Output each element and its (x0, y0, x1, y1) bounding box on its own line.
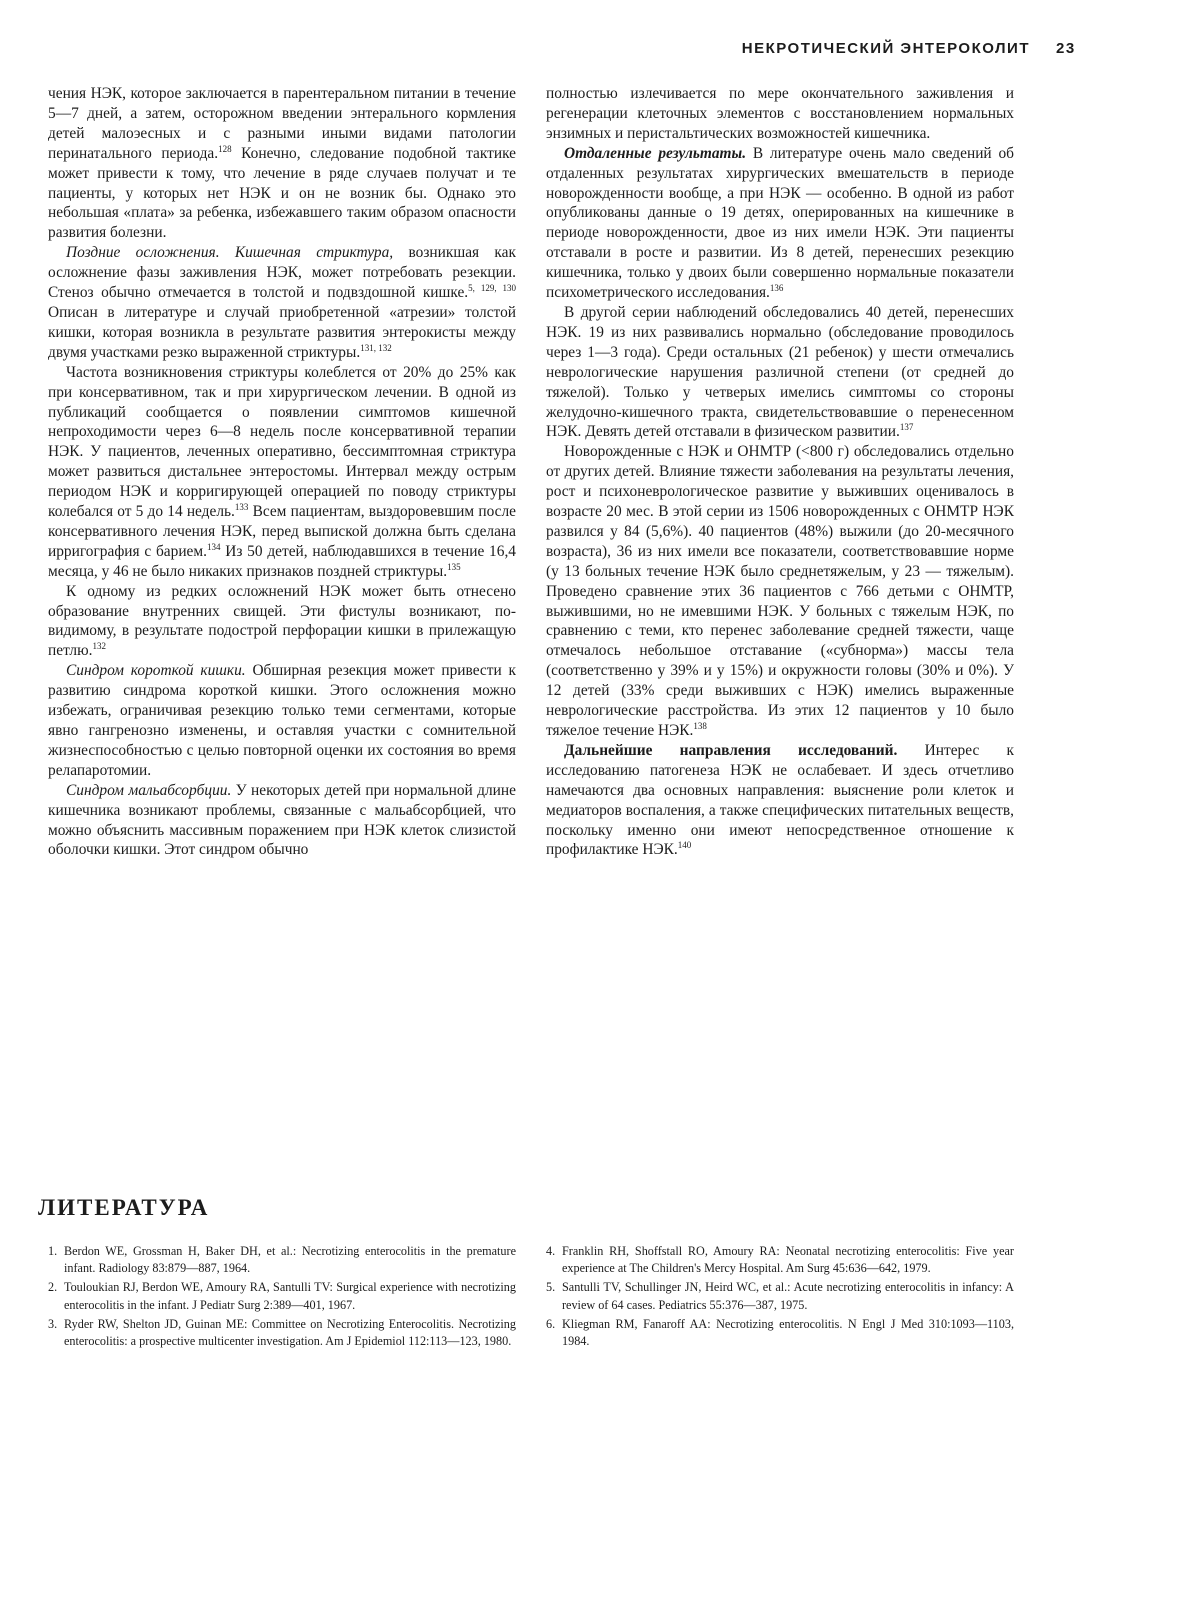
citation: 135 (447, 561, 461, 572)
reference-list-right (546, 1243, 1014, 1352)
left-column (48, 84, 516, 860)
section-lead: Отдаленные результаты. (564, 144, 747, 162)
section-lead: Дальнейшие направления исследований. (564, 741, 898, 759)
citation: 5, 129, 130 (468, 282, 516, 293)
paragraph: В другой серии наблюдений обследовались 40 детей, перенесших НЭК. 19 из них развивались нормально (обследование проводилось через 1—3 года). Среди остальных (21 ребенок) у шести отмечались неврологические нарушения различной степени (от средней до тяжелой). Только у четверых имелись симптомы со стороны желудочно-кишечного тракта, свидетельствовавшие о перенесенном НЭК. Девять детей отставали в физическом развитии.$^{137}$ (546, 303, 1014, 441)
right-column (546, 84, 1014, 860)
paragraph: чения НЭК, которое заключается в парентеральном питании в течение 5—7 дней, а затем, осторожном введении энтерального кормления детей малоэесных и с разными иными видами патологии перинатального периода.$^{128}$ Конечно, следование подобной тактике может привести к тому, что лечение в ряде случаев получат и те пациенты, у которых нет НЭК и он не возник бы. Однако это небольшая «плата» за ребенка, избежавшего таким образом опасности развития болезни. (48, 85, 516, 242)
paragraph: Отдаленные результаты. В литературе очень мало сведений об отдаленных результатах хирургических вмешательств в периоде новорожденности вообще, а при НЭК — особенно. В одной из работ опубликованы данные о 19 детях, оперированных на кишечнике в периоде новорожденности, двое из них имели НЭК. Эти пациенты отставали в росте и развитии. Из 8 детей, перенесших резекцию кишечника, только у двоих были совершенно нормальные показатели психометрического исследования.$^{136}$ (546, 144, 1014, 302)
running-head (741, 40, 1076, 57)
citation: 132 (92, 641, 106, 652)
section-lead: Поздние осложнения. Кишечная стриктура, (66, 244, 394, 262)
paragraph: Дальнейшие направления исследований. Интерес к исследованию патогенеза НЭК не ослабевает. И здесь отчетливо намечаются два основных направления: выяснение роли клеток и медиаторов воспаления, а также специфических питательных веществ, поскольку именно они имеют непосредственное отношение к профилактике НЭК.$^{140}$ (546, 741, 1014, 859)
citation: 136 (769, 282, 784, 293)
paragraph: Поздние осложнения. Кишечная стриктура, возникшая как осложнение фазы заживления НЭК, может потребовать резекции. Стеноз обычно отмечается в толстой и подвздошной кишке.$^{5, 129, 130}$ Описан в литературе и случай приобретенной «атрезии» толстой кишки, которая возникла в результате развития энтерокисты между двумя участками резко выраженной стриктуры.$^{131, 132}$ (48, 244, 516, 361)
citation: 137 (899, 422, 914, 433)
references-heading: ЛИТЕРАТУРА (38, 1195, 210, 1220)
running-title: НЕКРОТИЧЕСКИЙ ЭНТЕРОКОЛИТ (741, 40, 1030, 57)
citation: 138 (693, 720, 707, 731)
citation: 131, 132 (360, 342, 392, 353)
paragraph: Синдром короткой кишки. Обширная резекция может привести к развитию синдрома короткой кишки. Этого осложнения можно избежать, ограничивая резекцию только теми сегментами, которые явно гангренозно изменены, и оставляя участки с сомнительной жизнеспособностью с целью повторной оценки их состояния во время релапаротомии. (48, 662, 516, 779)
section-lead: Синдром мальабсорбции. (66, 781, 232, 799)
reference-item: 1. Berdon WE, Grossman H, Baker DH, et al.: Necrotizing enterocolitis in the premature infant. Radiology 83:879—887, 1964. (48, 1244, 516, 1276)
citation: 140 (677, 840, 692, 851)
paragraph: Новорожденные с НЭК и ОНМТР (<800 г) обследовались отдельно от других детей. Влияние тяжести заболевания на результаты лечения, рост и психоневрологическое развитие у выживших оценивалось в возрасте 20 мес. В этой серии из 1506 новорожденных с ОНМТР НЭК развился у 84 (5,6%). 40 пациентов (48%) выжили (до 20-месячного возраста), 36 из них имели все показатели, соответствовавшие норме (у 13 больных течение НЭК было среднетяжелым, у 23 — тяжелым). Проведено сравнение этих 36 пациентов с 766 детьми с ОНМТР, выжившими, но не имевшими НЭК. У больных с тяжелым НЭК, по сравнению с теми, кто перенес заболевание средней тяжести, чаще отмечалось небольшое отставание («субнорма») массы тела (соответственно у 39% и у 15%) и окружности головы (30% и 0%). У 12 детей (33% среди выживших с НЭК) имелись выраженные неврологические расстройства. Из этих 12 пациентов у 10 было тяжелое течение НЭК.$^{138}$ (546, 443, 1014, 739)
paragraph: Синдром мальабсорбции. У некоторых детей при нормальной длине кишечника возникают проблемы, связанные с мальабсорбцией, что можно объяснить массивным поражением при НЭК клеток слизистой оболочки кишки. Этот синдром обычно (48, 781, 516, 859)
page-number: 23 (1056, 40, 1076, 57)
citation: 134 (206, 541, 221, 552)
reference-item: 5. Santulli TV, Schullinger JN, Heird WC, et al.: Acute necrotizing enterocolitis in infancy: A review of 64 cases. Pediatrics 55:376—387, 1975. (546, 1280, 1014, 1312)
citation: 128 (218, 143, 232, 154)
reference-item: 6. Kliegman RM, Fanaroff AA: Necrotizing enterocolitis. N Engl J Med 310:1093—1103, 1984. (546, 1316, 1014, 1349)
paragraph: полностью излечивается по мере окончательного заживления и регенерации клеточных элементов с восстановлением нормальных энзимных и перистальтических возможностей кишечника. (546, 85, 1014, 142)
reference-item: 2. Touloukian RJ, Berdon WE, Amoury RA, Santulli TV: Surgical experience with necrotizing enterocolitis in the infant. J Pediatr Surg 2:389—401, 1967. (48, 1280, 516, 1312)
citation: 133 (234, 501, 249, 512)
reference-list-left (48, 1243, 516, 1352)
paragraph: Частота возникновения стриктуры колеблется от 20% до 25% как при консервативном, так и при хирургическом лечении. В одной из публикаций сообщается о появлении симптомов кишечной непроходимости через 6—8 недель после консервативной терапии НЭК. У пациентов, леченных оперативно, бессимптомная стриктура может развиться дистальнее энтеростомы. Интервал между острым периодом НЭК и корригирующей операцией по поводу стриктуры колебался от 5 до 14 недель.$^{133}$ Всем пациентам, выздоровевшим после консервативного лечения НЭК, перед выпиской должна быть сделана ирригография с барием.$^{134}$ Из 50 детей, наблюдавшихся в течение 16,4 месяца, у 46 не было никаких признаков поздней стриктуры.$^{135}$ (48, 363, 516, 580)
reference-item: 4. Franklin RH, Shoffstall RO, Amoury RA: Neonatal necrotizing enterocolitis: Five year experience at The Children's Mercy Hospital. Am Surg 45:636—642, 1979. (546, 1244, 1014, 1276)
section-lead: Синдром короткой кишки. (66, 662, 246, 680)
paragraph: К одному из редких осложнений НЭК может быть отнесено образование внутренних свищей. Эти фистулы возникают, по-видимому, в результате подострой перфорации кишки в прилежащую петлю.$^{132}$ (48, 582, 516, 660)
reference-item: 3. Ryder RW, Shelton JD, Guinan ME: Committee on Necrotizing Enterocolitis. Necrotizing enterocolitis: a prospective multicenter investigation. Am J Epidemiol 112:113—123, 1980. (48, 1316, 516, 1349)
